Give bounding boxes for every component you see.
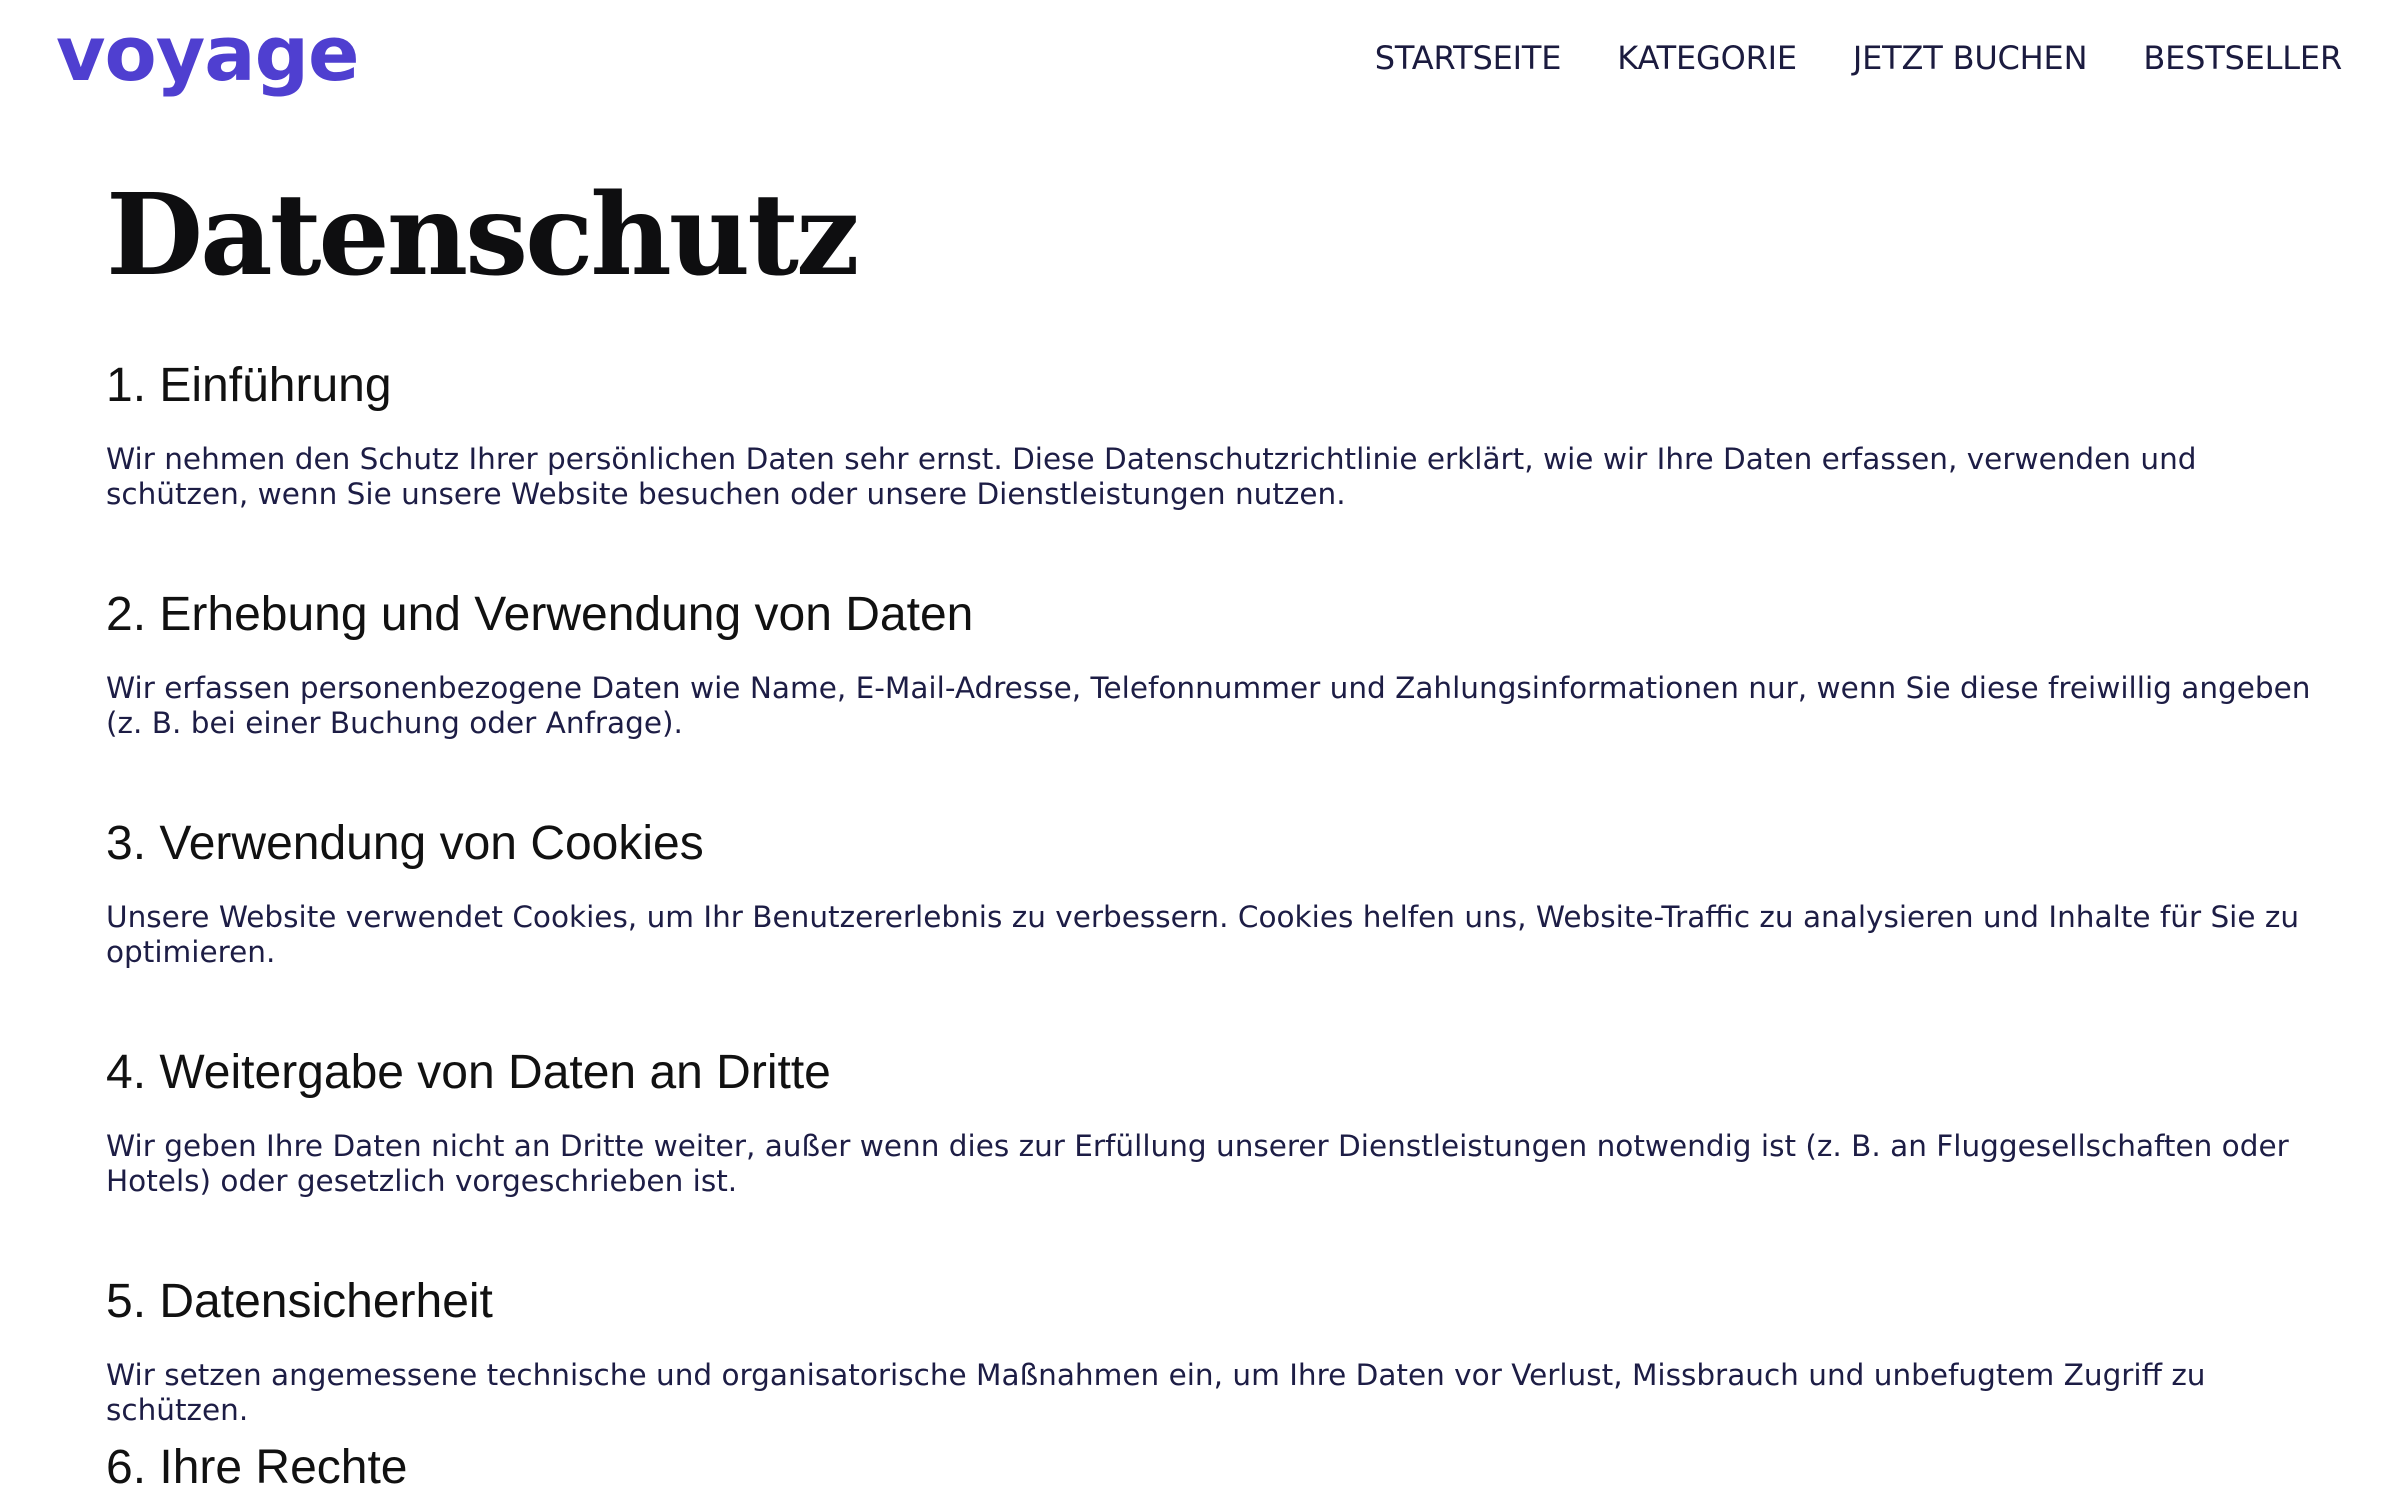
voyage-logo[interactable]: voyage (56, 9, 359, 98)
section-heading: 4. Weitergabe von Daten an Dritte (106, 1046, 831, 1099)
section-einfuehrung (106, 356, 2336, 512)
section-text: Wir setzen angemessene technische und organisatorische Maßnahmen ein, um Ihre Daten vor Verlust, Missbrauch und unbefugtem Zugriff zu schützen. (106, 1358, 2206, 1427)
section-heading: 3. Verwendung von Cookies (106, 817, 704, 870)
nav-item-startseite[interactable]: STARTSEITE (1374, 39, 1562, 77)
section-heading: 2. Erhebung und Verwendung von Daten (106, 588, 974, 641)
section-text: Wir nehmen den Schutz Ihrer persönlichen Daten sehr ernst. Diese Datenschutzrichtlinie erklärt, wie wir Ihre Daten erfassen, verwenden und schützen, wenn Sie unsere Website besuchen oder unsere Dienstleistungen nutzen. (106, 442, 2197, 511)
nav-item-bestseller[interactable]: BESTSELLER (2143, 39, 2342, 77)
section-text: Wir erfassen personenbezogene Daten wie Name, E-Mail-Adresse, Telefonnummer und Zahlungsinformationen nur, wenn Sie diese freiwillig angeben (z. B. bei einer Buchung oder Anfrage). (106, 671, 2311, 740)
section-erhebung-und-verwendung (106, 585, 2336, 741)
nav-item-kategorie[interactable]: KATEGORIE (1617, 39, 1797, 77)
section-heading: 6. Ihre Rechte (106, 1441, 408, 1494)
site-header (0, 0, 2400, 120)
page-title: Datenschutz (106, 170, 857, 301)
section-datensicherheit (106, 1272, 2336, 1428)
section-heading: 5. Datensicherheit (106, 1275, 493, 1328)
section-text: Wir geben Ihre Daten nicht an Dritte weiter, außer wenn dies zur Erfüllung unserer Dienstleistungen notwendig ist (z. B. an Fluggesellschaften oder Hotels) oder gesetzlich vorgeschrieben ist. (106, 1129, 2289, 1198)
section-heading: 1. Einführung (106, 359, 392, 412)
section-text: Unsere Website verwendet Cookies, um Ihr Benutzererlebnis zu verbessern. Cookies helfen uns, Website-Traffic zu analysieren und Inhalte für Sie zu optimieren. (106, 900, 2300, 969)
main-navigation (1375, 34, 2342, 82)
section-weitergabe-an-dritte (106, 1043, 2336, 1199)
section-cookies (106, 814, 2336, 970)
nav-item-jetzt-buchen[interactable]: JETZT BUCHEN (1852, 39, 2088, 77)
section-ihre-rechte (106, 1438, 2336, 1498)
